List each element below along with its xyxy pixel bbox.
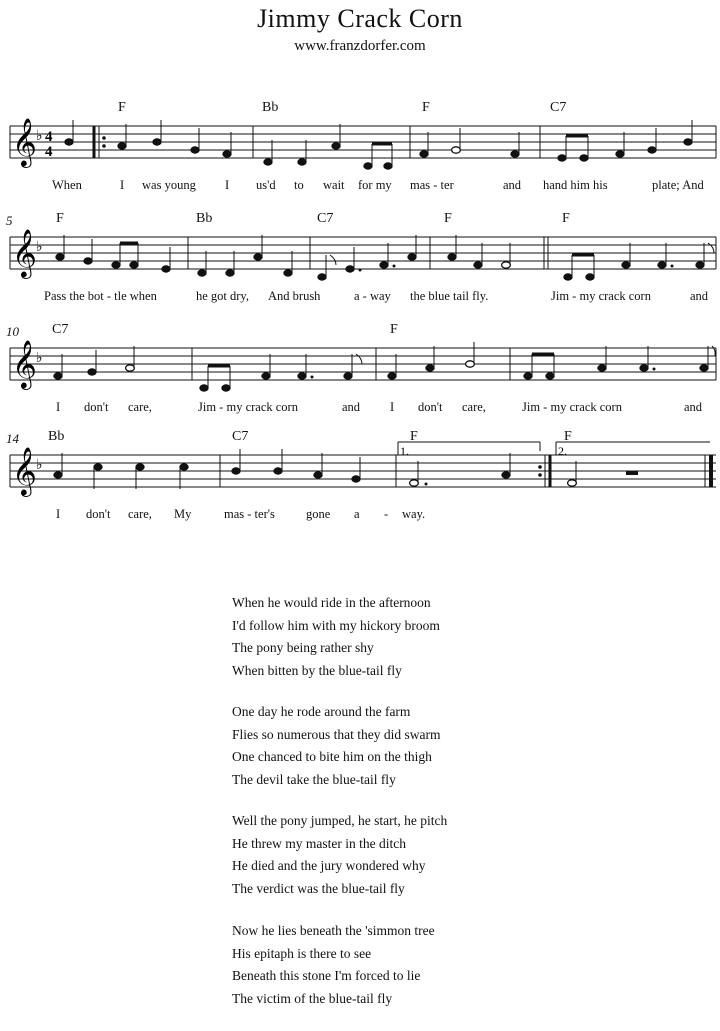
verse-line: When he would ride in the afternoon: [232, 595, 431, 610]
music-system-3: [0, 318, 720, 428]
lyric-syllable: care,: [128, 400, 152, 414]
lyric-syllable: I: [56, 400, 61, 414]
chord-label: F: [118, 100, 126, 115]
lyric-syllable: When: [52, 178, 82, 192]
chord-label: F: [444, 211, 452, 226]
lyric-syllable: And brush: [268, 289, 321, 303]
lyric-syllable: and: [690, 289, 709, 303]
music-system-4: [0, 425, 720, 535]
verse-line: I'd follow him with my hickory broom: [232, 617, 440, 633]
chord-label: F: [562, 211, 570, 226]
treble-clef-icon: 𝄞: [12, 446, 37, 495]
svg-text:4: 4: [45, 129, 53, 145]
lyric-syllable: I: [56, 507, 61, 521]
verse-2: [232, 701, 632, 791]
flat-icon: ♭: [36, 128, 43, 144]
lyric-syllable: hand him his: [543, 178, 608, 192]
music-system-1: [0, 96, 720, 206]
lyric-syllable: care,: [128, 507, 152, 521]
lyric-syllable: Jim - my crack corn: [198, 400, 298, 414]
lyric-syllable: -: [384, 507, 389, 521]
chord-label: C7: [317, 211, 334, 226]
lyric-syllable: he got dry,: [196, 289, 249, 303]
lyric-syllable: and: [503, 178, 522, 192]
staff-1: [0, 96, 720, 176]
lyric-syllable: way.: [402, 507, 426, 521]
treble-clef-icon: 𝄞: [12, 117, 37, 166]
svg-text:4: 4: [45, 144, 53, 160]
verse-line: Flies so numerous that they did swarm: [232, 726, 441, 742]
lyric-syllable: us'd: [256, 178, 276, 192]
chord-label: Bb: [48, 429, 65, 444]
chord-label: C7: [550, 100, 567, 115]
lyric-syllable: Pass the bot - tle when: [44, 289, 157, 303]
verse-line: The devil take the blue-tail fly: [232, 771, 396, 787]
verse-line: Beneath this stone I'm forced to lie: [232, 968, 421, 983]
verse-line: One chanced to bite him on the thigh: [232, 749, 432, 764]
lyric-syllable: don't: [418, 400, 443, 414]
measure-number: 10: [6, 324, 19, 339]
lyric-syllable: a: [354, 507, 360, 521]
lyric-syllable: mas - ter's: [224, 507, 275, 521]
lyric-syllable: I: [225, 178, 230, 192]
ending-1-label: 1.: [400, 444, 409, 458]
verse-line: His epitaph is there to see: [232, 945, 372, 961]
chord-label: Bb: [262, 100, 279, 115]
lyric-syllable: wait: [323, 178, 345, 192]
lyric-syllable: care,: [462, 400, 486, 414]
chord-label: F: [390, 322, 398, 337]
lyric-syllable: and: [684, 400, 703, 414]
lyric-syllable: to: [294, 178, 304, 192]
song-title: Jimmy Crack Corn: [257, 4, 463, 33]
chord-label: Bb: [196, 211, 213, 226]
lyric-syllable: was young: [142, 178, 196, 192]
chord-label: F: [410, 429, 418, 444]
treble-clef-icon: 𝄞: [12, 339, 37, 388]
measure-number: 14: [6, 431, 19, 446]
staff-3: [0, 318, 720, 398]
flat-icon: ♭: [36, 350, 43, 366]
verse-line: Now he lies beneath the 'simmon tree: [232, 923, 435, 938]
half-rest-icon: [626, 471, 638, 475]
lyric-syllable: I: [120, 178, 125, 192]
lyric-syllable: Jim - my crack corn: [522, 400, 622, 414]
lyric-syllable: gone: [306, 507, 331, 521]
verse-line: One day he rode around the farm: [232, 704, 411, 719]
treble-clef-icon: 𝄞: [12, 228, 37, 277]
ending-2-label: 2.: [558, 444, 567, 458]
music-system-2: [0, 207, 720, 317]
lyric-syllable: don't: [84, 400, 109, 414]
chord-label: F: [564, 429, 572, 444]
website-url: www.franzdorfer.com: [294, 38, 426, 54]
lyric-syllable: a - way: [354, 289, 391, 303]
verse-line: He died and the jury wondered why: [232, 858, 426, 873]
chord-label: F: [56, 211, 64, 226]
verse-1: [232, 592, 632, 682]
lyric-syllable: and: [342, 400, 361, 414]
flat-icon: ♭: [36, 239, 43, 255]
lyric-syllable: mas - ter: [410, 178, 454, 192]
staff-4: [0, 425, 720, 505]
verse-line: The verdict was the blue-tail fly: [232, 880, 405, 896]
lyric-syllable: My: [174, 507, 192, 521]
verse-line: The pony being rather shy: [232, 640, 374, 655]
chord-label: C7: [52, 322, 69, 337]
chord-label: F: [422, 100, 430, 115]
chord-label: C7: [232, 429, 249, 444]
measure-number: 5: [6, 213, 13, 228]
staff-2: [0, 207, 720, 287]
verse-3: [232, 810, 632, 900]
lyric-syllable: don't: [86, 507, 111, 521]
additional-verses: [232, 592, 632, 1029]
verse-4: [232, 920, 632, 1010]
verse-line: He threw my master in the ditch: [232, 835, 406, 851]
lyric-syllable: I: [390, 400, 395, 414]
lyric-syllable: Jim - my crack corn: [551, 289, 651, 303]
verse-line: When bitten by the blue-tail fly: [232, 662, 402, 678]
verse-line: Well the pony jumped, he start, he pitch: [232, 813, 448, 828]
lyric-syllable: the blue tail fly.: [410, 289, 489, 303]
lyric-syllable: for my: [358, 178, 392, 192]
flat-icon: ♭: [36, 457, 43, 473]
verse-line: The victim of the blue-tail fly: [232, 990, 393, 1006]
lyric-syllable: plate; And: [652, 178, 704, 192]
